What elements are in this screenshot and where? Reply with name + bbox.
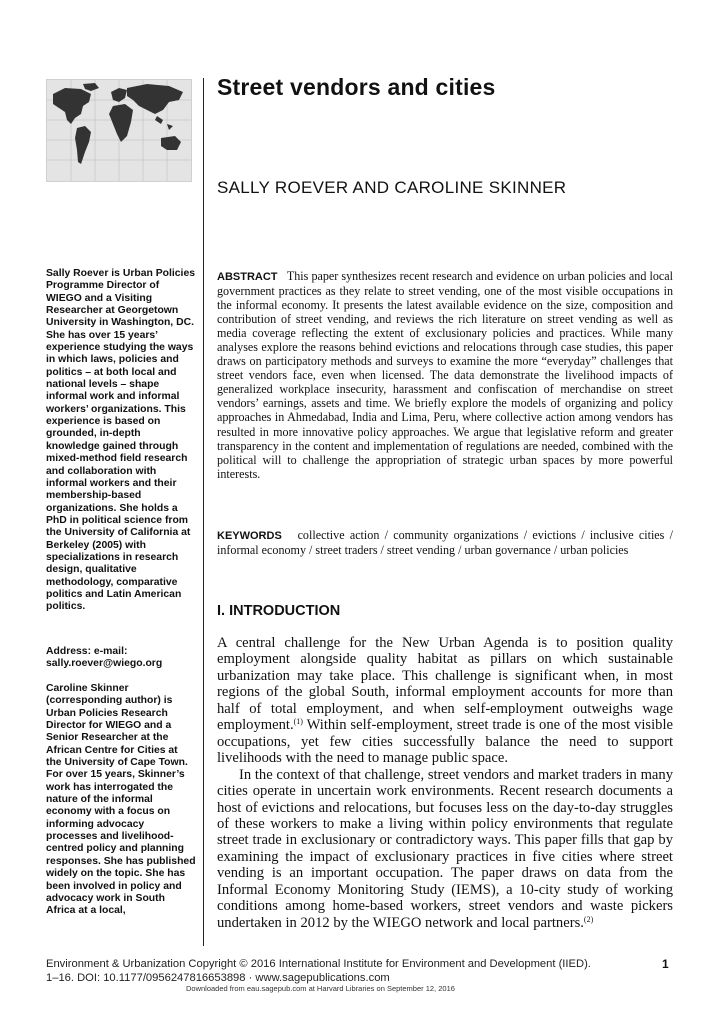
- keywords-text: collective action / community organizations / evictions / inclusive cities / informal economy / street traders / street vending / urban governance / urban policies: [217, 528, 673, 558]
- section-heading: I. INTRODUCTION: [217, 603, 341, 619]
- article-authors: SALLY ROEVER AND CAROLINE SKINNER: [217, 178, 567, 197]
- footnote-ref-2[interactable]: (2): [583, 914, 594, 924]
- author-bio-skinner: [46, 683, 196, 918]
- column-divider: [203, 78, 204, 946]
- abstract-label: ABSTRACT: [217, 271, 278, 283]
- bio-skinner-text: Caroline Skinner (corresponding author) is Urban Policies Research Director for WIEGO and a Senior Researcher at the African Centre for Cities at the University of Cape Town. For over 15 years, Skinner’s work has interrogated the nature of the informal economy with a focus on informing advocacy processes and livelihood-centred policy and planning responses. She has published widely on the topic. She has been involved in policy and advocacy work in South Africa at a local,: [46, 683, 196, 917]
- keywords-label: KEYWORDS: [217, 530, 282, 542]
- author-bio-roever: [46, 268, 196, 614]
- footer-download-note: Downloaded from eau.sagepub.com at Harvard Libraries on September 12, 2016: [186, 984, 455, 993]
- intro-paragraph-1: A central challenge for the New Urban Agenda is to position quality employment alongside quality habitat as pillars on which sustainable urbanization may take place. This challenge is significant when, in most regions of the global South, informal employment accounts for more than half of total employment, and when self-employment outweighs wage employment.$^{(1)}$ Within self-employment, street trade is one of the most visible occupations, yet few cities successfully balance the need to support livelihoods with the need to manage public space.: [217, 635, 673, 767]
- keywords: [217, 528, 673, 557]
- address-text: Address: e-mail: sally.roever@wiego.org: [46, 646, 163, 670]
- introduction-body: [217, 635, 673, 931]
- footer-doi: 1–16. DOI: 10.1177/0956247816653898 · www.sagepublications.com: [46, 971, 390, 984]
- author-address: [46, 646, 196, 671]
- article-title: Street vendors and cities: [217, 74, 496, 100]
- footer-copyright: Environment & Urbanization Copyright © 2016 International Institute for Environment and Development (IIED).: [46, 958, 591, 970]
- abstract-text: This paper synthesizes recent research and evidence on urban policies and local government practices as they relate to street vending, one of the most visible occupations in the informal economy. It presents the latest available evidence on the size, composition and contribution of street vending, and reviews the rich literature on street vending as well as media coverage reflecting the extent of exclusionary policies and practices. While many analyses explore the reasons behind evictions and relocations through case studies, this paper draws on participatory methods and surveys to examine the more “everyday” challenges that street vendors face, even when licensed. The data demonstrate the livelihood impacts of generalized workplace insecurity, harassment and confiscation of merchandise on street vendors’ earnings, assets and time. We briefly explore the models of organizing and policy approaches in Ahmedabad, India and Lima, Peru, where collective action among vendors has resulted in more innovative policy approaches. We argue that legislative reform and greater transparency in the content and implementation of regulations are needed, combined with the political will to challenge the appropriation of strategic urban spaces by more powerful interests.: [217, 269, 673, 481]
- page-number: 1: [662, 957, 669, 971]
- intro-paragraph-2: In the context of that challenge, street vendors and market traders in many cities operate in uncertain work environments. Recent research documents a host of evictions and relocations, but focuses less on the day-to-day struggles of these workers to make a living within policy environments that regulate street trade in exclusionary or contradictory ways. This paper fills that gap by examining the impact of exclusionary practices in five cities where street vending is an important occupation. The paper draws on data from the Informal Economy Monitoring Study (IEMS), a 10-city study of working conditions among home-based workers, street vendors and waste pickers undertaken in 2012 by the WIEGO network and local partners.$^{(2)}$: [217, 766, 673, 931]
- world-map-image: [46, 79, 192, 182]
- world-map-icon: [47, 80, 191, 181]
- footnote-ref-1[interactable]: (1): [293, 717, 303, 727]
- bio-roever-text: Sally Roever is Urban Policies Programme Director of WIEGO and a Visiting Researcher at Georgetown University in Washington, DC. She has over 15 years’ experience studying the ways in which laws, policies and politics – at both local and national levels – shape informal work and informal workers’ organizations. This experience is based on grounded, in-depth knowledge gained through mixed-method field research and collaboration with informal workers and their membership-based organizations. She holds a PhD in political science from the University of California at Berkeley (2005) with specializations in research design, qualitative methodology, comparative politics and Latin American politics.: [46, 268, 196, 613]
- page-footer: [46, 958, 591, 996]
- abstract: [217, 269, 673, 481]
